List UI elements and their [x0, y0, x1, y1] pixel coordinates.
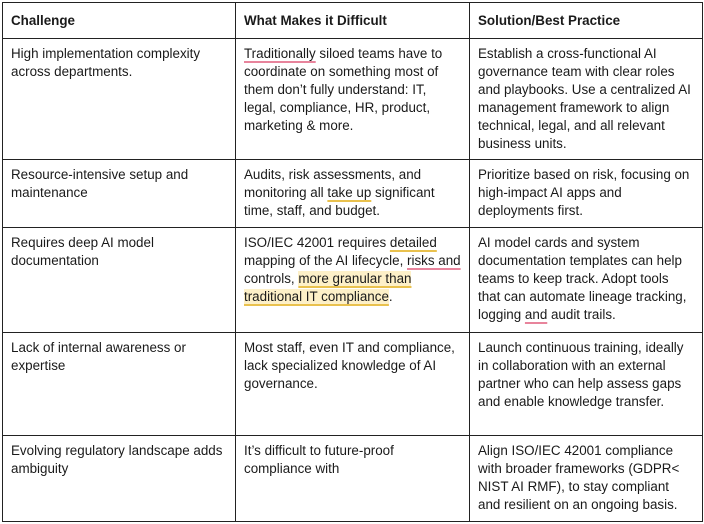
solution-cell: Prioritize based on risk, focusing on high-impact AI apps and deployments first. — [470, 160, 703, 228]
difficulty-cell: It’s difficult to future-proof compliance with — [236, 436, 470, 522]
table-row — [3, 228, 703, 333]
header-difficulty: What Makes it Difficult — [236, 3, 470, 39]
difficulty-text: siloed teams have to coordinate on something most of them don’t fully understand: IT, legal, compliance, HR, product, marketing & more. — [244, 46, 443, 133]
difficulty-text: significant time, staff, and budget. — [244, 185, 435, 218]
difficulty-text: controls, — [244, 271, 299, 286]
table-row — [3, 39, 703, 160]
highlighted-suggestion: more granular than traditional IT compliance — [244, 271, 412, 304]
solution-text: audit trails. — [547, 307, 616, 322]
difficulty-cell — [236, 39, 470, 160]
difficulty-text: Audits, risk assessments, and monitoring all — [244, 167, 422, 200]
solution-cell — [470, 228, 703, 333]
solution-cell: Establish a cross-functional AI governance team with clear roles and playbooks. Use a centralized AI management framework to align technical, legal, and all relevant business units. — [470, 39, 703, 160]
grammar-underline: detailed — [389, 235, 437, 250]
difficulty-cell: Most staff, even IT and compliance, lack specialized knowledge of AI governance. — [236, 333, 470, 436]
challenge-cell: High implementation complexity across departments. — [3, 39, 236, 160]
challenge-cell: Resource-intensive setup and maintenance — [3, 160, 236, 228]
challenge-cell: Requires deep AI model documentation — [3, 228, 236, 333]
difficulty-text: mapping of the AI lifecycle, — [244, 253, 408, 268]
header-challenge: Challenge — [3, 3, 236, 39]
difficulty-text: . — [388, 289, 393, 304]
challenge-cell: Lack of internal awareness or expertise — [3, 333, 236, 436]
solution-cell: Launch continuous training, ideally in collaboration with an external partner who can help assess gaps and enable knowledge transfer. — [470, 333, 703, 436]
difficulty-cell — [236, 228, 470, 333]
spelling-underline: Traditionally — [244, 46, 316, 61]
table-header-row — [3, 3, 703, 39]
difficulty-cell — [236, 160, 470, 228]
difficulty-text: ISO/IEC 42001 requires — [244, 235, 390, 250]
solution-cell: Align ISO/IEC 42001 compliance with broader frameworks (GDPR< NIST AI RMF), to stay compliant and resilient on an ongoing basis. — [470, 436, 703, 522]
table-row — [3, 436, 703, 522]
solution-text: AI model cards and system documentation templates can help teams to keep track. Adopt tools that can automate lineage tracking, logging — [478, 235, 687, 322]
spelling-underline: and — [524, 307, 548, 322]
table-row — [3, 160, 703, 228]
grammar-underline: take up — [327, 185, 372, 200]
challenges-table — [2, 2, 703, 522]
challenge-cell: Evolving regulatory landscape adds ambiguity — [3, 436, 236, 522]
spelling-underline: risks and — [407, 253, 461, 268]
header-solution: Solution/Best Practice — [470, 3, 703, 39]
table-row — [3, 333, 703, 436]
